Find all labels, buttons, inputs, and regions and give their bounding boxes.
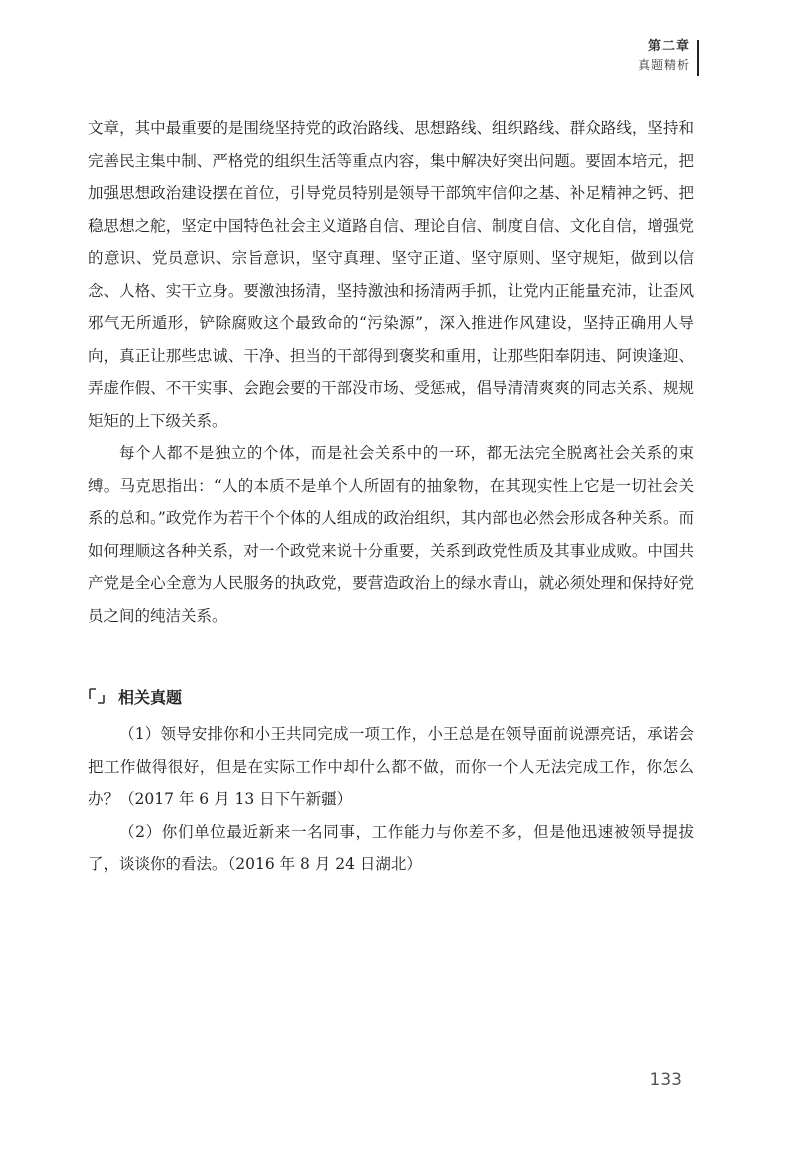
- related-questions-heading: [88, 680, 182, 712]
- chapter-title: 第二章: [647, 39, 690, 54]
- bracket-icon: [88, 687, 106, 705]
- paragraph-continued: 文章，其中最重要的是围绕坚持党的政治路线、思想路线、组织路线、群众路线，坚持和完善民主集中制、严格党的组织生活等重点内容，集中解决好突出问题。要固本培元，把加强思想政治建设摆在首位，引导党员特别是领导干部筑牢信仰之基、补足精神之钙、把稳思想之舵，坚定中国特色社会主义道路自信、理论自信、制度自信、文化自信，增强党的意识、党员意识、宗旨意识，坚守真理、坚守正道、坚守原则、坚守规矩，做到以信念、人格、实干立身。要激浊扬清，坚持激浊和扬清两手抓，让党内正能量充沛，让歪风邪气无所遁形，铲除腐败这个最致命的“污染源”，深入推进作风建设，坚持正确用人导向，真正让那些忠诚、干净、担当的干部得到褒奖和重用，让那些阳奉阴违、阿谀逢迎、弄虚作假、不干实事、会跑会要的干部没市场、受惩戒，倡导清清爽爽的同志关系、规规矩矩的上下级关系。: [88, 119, 694, 430]
- section-title: 真题精析: [637, 58, 690, 72]
- header-divider: [697, 40, 699, 76]
- question-list: [88, 718, 694, 881]
- running-header: [638, 38, 690, 74]
- heading-label: 相关真题: [118, 687, 183, 707]
- question-item: （1）领导安排你和小王共同完成一项工作，小王总是在领导面前说漂亮话，承诺会把工作做得很好，但是在实际工作中却什么都不做，而你一个人无法完成工作，你怎么办？（2017 年 6 月 13 日下午新疆）: [88, 725, 694, 808]
- paragraph-social-relations: 每个人都不是独立的个体，而是社会关系中的一环，都无法完全脱离社会关系的束缚。马克思指出：“人的本质不是单个人所固有的抽象物，在其现实性上它是一切社会关系的总和。”政党作为若干个个体的人组成的政治组织，其内部也必然会形成各种关系。而如何理顺这各种关系，对一个政党来说十分重要，关系到政党性质及其事业成败。中国共产党是全心全意为人民服务的执政党，要营造政治上的绿水青山，就必须处理和保持好党员之间的纯洁关系。: [88, 444, 694, 625]
- question-item: （2）你们单位最近新来一名同事，工作能力与你差不多，但是他迅速被领导提拔了，谈谈你的看法。（2016 年 8 月 24 日湖北）: [88, 822, 694, 873]
- body-text: [88, 112, 694, 632]
- page-number: 133: [649, 1070, 682, 1090]
